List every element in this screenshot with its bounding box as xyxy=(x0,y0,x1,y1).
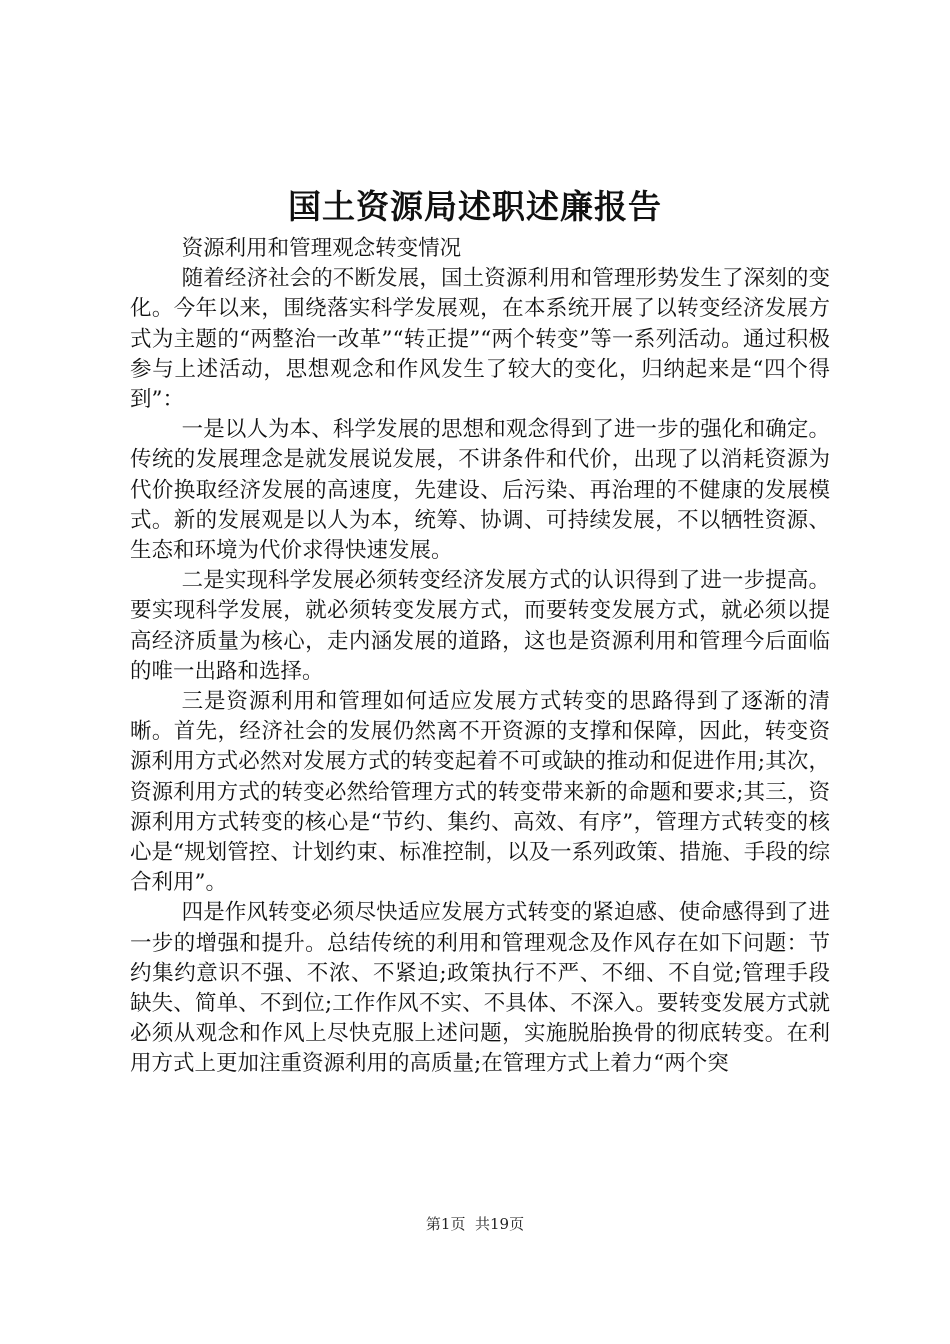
document-body xyxy=(130,234,830,1080)
paragraph-point-four: 四是作风转变必须尽快适应发展方式转变的紧迫感、使命感得到了进一步的增强和提升。总结传统的利用和管理观念及作风存在如下问题：节约集约意识不强、不浓、不紧迫;政策执行不严、不细、不自觉;管理手段缺失、简单、不到位;工作作风不实、不具体、不深入。要转变发展方式就必须从观念和作风上尽快克服上述问题，实施脱胎换骨的彻底转变。在利用方式上更加注重资源利用的高质量;在管理方式上着力“两个突 xyxy=(130,900,830,1077)
document-title: 国土资源局述职述廉报告 xyxy=(288,187,662,226)
page-footer xyxy=(0,1214,950,1234)
paragraph-point-one: 一是以人为本、科学发展的思想和观念得到了进一步的强化和确定。传统的发展理念是就发展说发展，不讲条件和代价，出现了以消耗资源为代价换取经济发展的高速度，先建设、后污染、再治理的不健康的发展模式。新的发展观是以人为本，统筹、协调、可持续发展，不以牺牲资源、生态和环境为代价求得快速发展。 xyxy=(130,417,830,564)
paragraph-point-three: 三是资源利用和管理如何适应发展方式转变的思路得到了逐渐的清晰。首先，经济社会的发展仍然离不开资源的支撑和保障，因此，转变资源利用方式必然对发展方式的转变起着不可或缺的推动和促进作用;其次，资源利用方式的转变必然给管理方式的转变带来新的命题和要求;其三，资源利用方式转变的核心是“节约、集约、高效、有序”，管理方式转变的核心是“规划管控、计划约束、标准控制，以及一系列政策、措施、手段的综合利用”。 xyxy=(130,689,830,896)
page-number: 第1页 共19页 xyxy=(425,1215,525,1233)
paragraph-intro: 随着经济社会的不断发展，国土资源利用和管理形势发生了深刻的变化。今年以来，围绕落实科学发展观，在本系统开展了以转变经济发展方式为主题的“两整治一改革”“转正提”“两个转变”等一系列活动。通过积极参与上述活动，思想观念和作风发生了较大的变化，归纳起来是“四个得到”： xyxy=(130,266,830,413)
paragraph-point-two: 二是实现科学发展必须转变经济发展方式的认识得到了进一步提高。要实现科学发展，就必须转变发展方式，而要转变发展方式，就必须以提高经济质量为核心，走内涵发展的道路，这也是资源利用和管理今后面临的唯一出路和选择。 xyxy=(130,568,830,684)
section-heading: 资源利用和管理观念转变情况 xyxy=(181,236,462,261)
